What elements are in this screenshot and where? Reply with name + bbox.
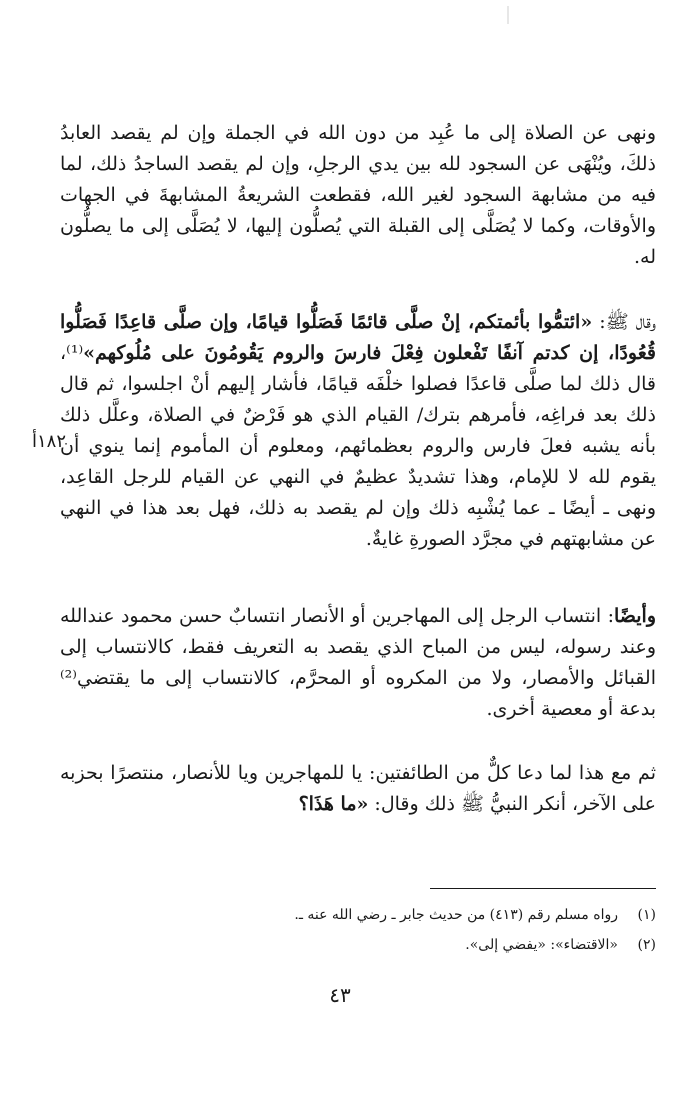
footnote-number: (٢) xyxy=(637,937,656,953)
paragraph-3 xyxy=(60,601,656,725)
paragraph-2-rest: ، قال ذلك لما صلَّى قاعدًا فصلوا خلْفَه قيامًا، فأشار إليهم أنْ اجلسوا، ثم قال ذلك بعد فراغِه، فأمرهم بترك/ القيام الذي هو فَرْضٌ في الصلاة، وعلَّل ذلك بأنه يشبه فعلَ فارس والروم بعظمائهم، ومعلوم أن المأموم إنما ينوي أن يقوم لله لا للإمام، وهذا تشديدٌ عظيمٌ في النهي عن القيام للرجل القاعِد، ونهى ـ أيضًا ـ عما يُشْبِه ذلك وإن لم يقصد به ذلك، فهل بعد هذا في النهي عن مشابهتهم في مجرَّد الصورةِ غايةٌ. xyxy=(60,342,656,550)
hadith-quote: «ائتمُّوا بأئمتكم، إنْ صلَّى قائمًا فَصَلُّوا قيامًا، وإن صلَّى قاعِدًا فَصَلُّوا قُعُودًا، إن كدتم آنفًا تَفْعلون فِعْلَ فارسَ والروم يَقُومُونَ على مُلُوكهم» xyxy=(60,311,656,364)
paragraph-4-quote: «ما هَذَا؟ xyxy=(298,793,369,815)
footnote-text: رواه مسلم رقم (٤١٣) من حديث جابر ـ رضي الله عنه ـ. xyxy=(294,907,618,923)
manuscript-folio-ref: ١٨٢أ xyxy=(31,431,66,452)
paragraph-3-body: : انتساب الرجل إلى المهاجرين أو الأنصار انتسابٌ حسن محمود عندالله وعند رسوله، ليس من المباح الذي يقصد به التعريف فقط، كالانتساب إلى القبائل والأمصار، ولا من المكروه أو المحرَّم، كالانتساب إلى ما يقتضي xyxy=(60,605,656,689)
paragraph-3-lead: وأيضًا xyxy=(613,605,656,627)
paragraph-2-text xyxy=(60,307,656,555)
paragraph-2 xyxy=(60,307,656,555)
footnote-2 xyxy=(60,930,656,960)
scan-mark xyxy=(505,6,511,24)
paragraph-2-lead: وقال ﷺ: xyxy=(592,311,656,333)
paragraph-3-text xyxy=(60,601,656,725)
footnotes xyxy=(60,900,656,960)
footnote-ref-1: ⁽¹⁾ xyxy=(66,342,84,364)
paragraph-4-text xyxy=(60,758,656,820)
footnote-divider xyxy=(430,888,656,889)
footnote-1 xyxy=(60,900,656,930)
footnote-text: «الاقتضاء»: «يفضي إلى». xyxy=(465,937,618,953)
footnote-ref-2: ⁽²⁾ xyxy=(60,667,77,689)
page-number: ٤٣ xyxy=(329,983,351,1007)
paragraph-4-body: ثم مع هذا لما دعا كلٌّ من الطائفتين: يا للمهاجرين ويا للأنصار، منتصرًا بحزبه على الآخر، أنكر النبيُّ ﷺ ذلك وقال: xyxy=(60,762,656,815)
paragraph-3-end: بدعة أو معصية أخرى. xyxy=(486,698,656,720)
footnote-number: (١) xyxy=(637,907,656,923)
paragraph-4 xyxy=(60,758,656,820)
paragraph-1-text: ونهى عن الصلاة إلى ما عُبِد من دون الله في الجملة وإن لم يقصد العابدُ ذلكَ، ويُنْهَى عن السجود لله بين يدي الرجلِ، وإن لم يقصد الساجدُ ذلك، لما فيه من مشابهة السجود لغير الله، فقطعت الشريعةُ المشابهةَ في الجهات والأوقات، وكما لا يُصَلَّى إلى القبلة التي يُصلُّون إليها، لا يُصَلَّى إلى ما يصلُّون له. xyxy=(60,122,656,268)
paragraph-1 xyxy=(60,118,656,273)
